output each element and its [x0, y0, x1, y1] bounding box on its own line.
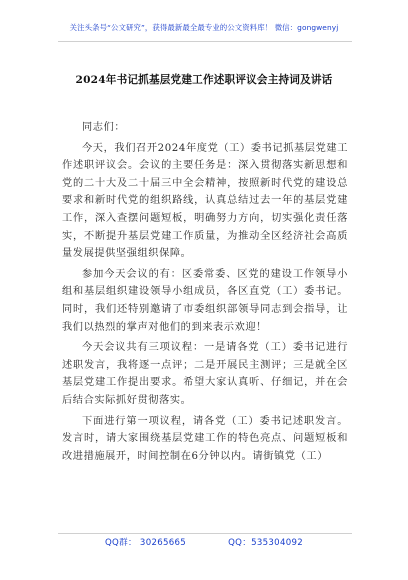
footer-contacts	[0, 536, 408, 548]
document-body	[62, 119, 348, 468]
footer-divider	[58, 533, 352, 534]
header-banner	[0, 22, 408, 33]
footer-qq-group: QQ群： 30265665	[104, 538, 187, 548]
header-text: 关注头条号“公文研究”，获得最新最全最专业的公文资料库！ 微信：gongwenyj	[69, 23, 339, 32]
document-title: 2024年书记抓基层党建工作述职评议会主持词及讲话	[75, 74, 333, 86]
paragraph-1: 今天，我们召开2024年度党（工）委书记抓基层党建工作述职评议会。会议的主要任务是：深入贯彻落实新思想和党的二十大及二十届三中全会精神，按照新时代党的建设总要求和新时代党的组织路线，认真总结过去一年的基层党建工作，深入查摆问题短板，明确努力方向，切实强化责任落实，不断提升基层党建工作质量，为推动全区经济社会高质量发展提供坚强组织保障。	[62, 142, 348, 260]
salutation: 同志们：	[82, 122, 126, 133]
paragraph-4: 下面进行第一项议程，请各党（工）委书记述职发言。发言时，请大家围绕基层党建工作的特色亮点、问题短板和改进措施展开，时间控制在6分钟以内。请街镇党（工）	[62, 415, 348, 462]
paragraph-2: 参加今天会议的有：区委常委、区党的建设工作领导小组和基层组织建设领导小组成员，各区直党（工）委书记。同时，我们还特别邀请了市委组织部领导同志到会指导，让我们以热烈的掌声对他们的到来表示欢迎！	[62, 268, 348, 333]
paragraph-3: 今天会议共有三项议程：一是请各党（工）委书记进行述职发言，我将逐一点评；二是开展民主测评；三是就全区基层党建工作提出要求。希望大家认真听、仔细记，并在会后结合实际抓好贯彻落实。	[62, 342, 348, 406]
footer-qq-number: QQ：535304092	[228, 538, 304, 548]
header-divider	[58, 41, 352, 42]
